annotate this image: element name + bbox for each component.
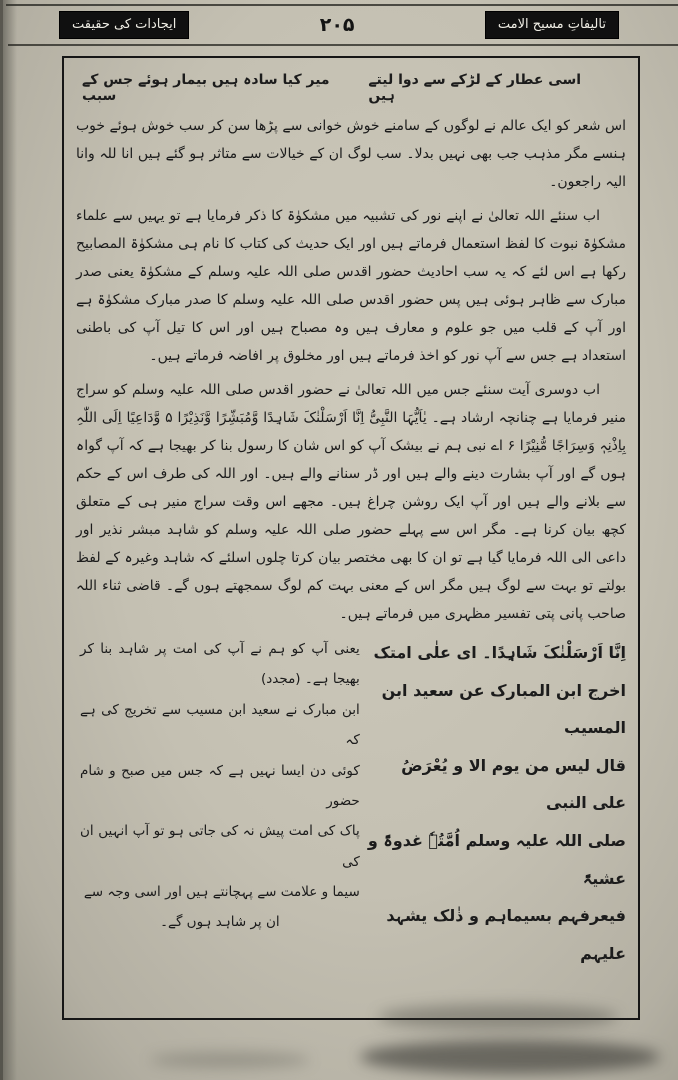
arabic-line: فیعرفہم بسیماہم و ذٰلک یشہد علیہم	[386, 906, 626, 963]
scan-top-line	[6, 4, 678, 6]
urdu-line: پاک کی امت پیش نہ کی جاتی ہو تو آپ انہیں ان کی	[80, 823, 360, 870]
urdu-line: یعنی آپ کو ہم نے آپ کی امت پر شاہد بنا کر بھیجا ہے۔ (مجدد)	[80, 641, 360, 688]
scan-edge-artifact	[0, 0, 17, 1080]
arabic-line: قال لیس من یوم الا و یُعْرَضُ علی النبی	[401, 755, 626, 813]
ink-smudge-artifact	[360, 1040, 660, 1074]
page-header	[60, 10, 618, 40]
opening-couplet	[76, 72, 626, 104]
ink-smudge-artifact	[150, 1052, 310, 1068]
urdu-line: کوئی دن ایسا نہیں ہے کہ جس میں صبح و شام حضور	[80, 762, 360, 809]
header-divider-line	[8, 44, 678, 46]
page-number: ۲۰۵	[319, 14, 355, 36]
urdu-line: سیما و علامت سے پہچانتے ہیں اور اسی وجہ سے	[83, 884, 360, 900]
arabic-line: اِنَّا اَرْسَلْنٰکَ شَاہِدًا۔ ای علٰی امتک	[373, 643, 626, 662]
arabic-line: صلی اللہ علیہ وسلم اُمَّتُہٗ غدوۃً و عشیۃً	[367, 830, 626, 888]
header-right-title: تالیفاتِ مسیح الامت	[486, 12, 618, 38]
couplet-left-hemistich: میر کیا سادہ ہیں بیمار ہوئے جس کے سبب	[82, 72, 330, 104]
urdu-line: ان پر شاہد ہوں گے۔	[160, 914, 280, 931]
paragraph: اب دوسری آیت سنئے جس میں اللہ تعالیٰ نے حضور اقدس صلی اللہ علیہ وسلم کو سراج منیر فرمایا ہے چنانچہ ارشاد ہے۔ یٰاَیُّہَا النَّبِیُّ اِنَّا اَرْسَلْنٰکَ شَاہِدًا وَّمُبَشِّرًا وَّنَذِیْرًا ۵ وَّدَاعِیًا اِلَی اللّٰہِ بِاِذْنِہٖ وَسِرَاجًا مُّنِیْرًا ۶ اے نبی ہم نے بیشک آپ کو اس شان کا رسول بنا کر بھیجا ہے کہ آپ گواہ ہوں گے اور آپ بشارت دینے والے ہیں اور ڈر سنانے والے ہیں۔ اور اللہ کی طرف اس کے حکم سے بلانے والے ہیں اور آپ ایک روشن چراغ ہیں۔ مجھے اس وقت سراج منیر ہی کے متعلق کچھ بیان کرنا ہے۔ مگر اس سے پہلے حضور صلی اللہ علیہ وسلم کو شاہد مبشر نذیر اور داعی الی اللہ فرمایا گیا ہے تو ان کا بھی مختصر بیان کرتا چلوں اسلئے کہ شاہد وغیرہ کے لفظ بولتے تو بہت سے لوگ ہیں مگر اس کے معنی بہت کم لوگ سمجھتے ہوں گے۔ قاضی ثناء اللہ صاحب پانی پتی تفسیر مظہری میں فرماتے ہیں۔	[76, 382, 626, 622]
urdu-line: ابن مبارک نے سعید ابن مسیب سے تخریج کی ہے کہ	[80, 701, 360, 749]
quote-translation-columns	[76, 634, 626, 972]
paragraph: اس شعر کو ایک عالم نے لوگوں کے سامنے خوش خوانی سے پڑھا سن کر سب خوش ہوئے خوب ہنسے مگر مذہب جب بھی نہیں بدلا۔ سب لوگ ان کے خیالات سے متاثر ہو گئے ہیں انا للہ وانا الیہ راجعون۔	[76, 118, 626, 190]
paragraph: اب سنئے اللہ تعالیٰ نے اپنے نور کی تشبیہ میں مشکوٰۃ کا ذکر فرمایا ہے تو یہیں سے علماء مشکوٰۃ نبوت کا لفظ استعمال فرماتے ہیں اور ایک حدیث کی کتاب کا نام ہی مشکوٰۃ المصابیح رکھا ہے اس لئے کہ یہ سب احادیث حضور اقدس صلی اللہ علیہ وسلم کے مشکوٰۃ یعنی صدر مبارک سے ظاہر ہوئی ہیں پس حضور اقدس صلی اللہ علیہ وسلم کا صدر مبارک مشکوٰۃ ہے اور آپ کے قلب میں جو علوم و معارف ہیں وہ مصباح ہیں اور اس کا تیل آپ کی باطنی استعداد ہے جس سے آپ نور کو اخذ فرماتے ہیں اور مخلوق پر افاضہ فرماتے ہیں۔	[76, 208, 626, 364]
header-left-title: ایجادات کی حقیقت	[60, 12, 188, 38]
ink-smudge-artifact	[378, 1004, 618, 1030]
arabic-line: اخرج ابن المبارک عن سعید ابن المسیب	[381, 680, 626, 738]
couplet-right-hemistich: اسی عطار کے لڑکے سے دوا لیتے ہیں	[368, 72, 582, 104]
text-frame	[62, 56, 640, 1020]
urdu-translation-column	[76, 634, 360, 972]
arabic-quote-column	[360, 634, 626, 972]
